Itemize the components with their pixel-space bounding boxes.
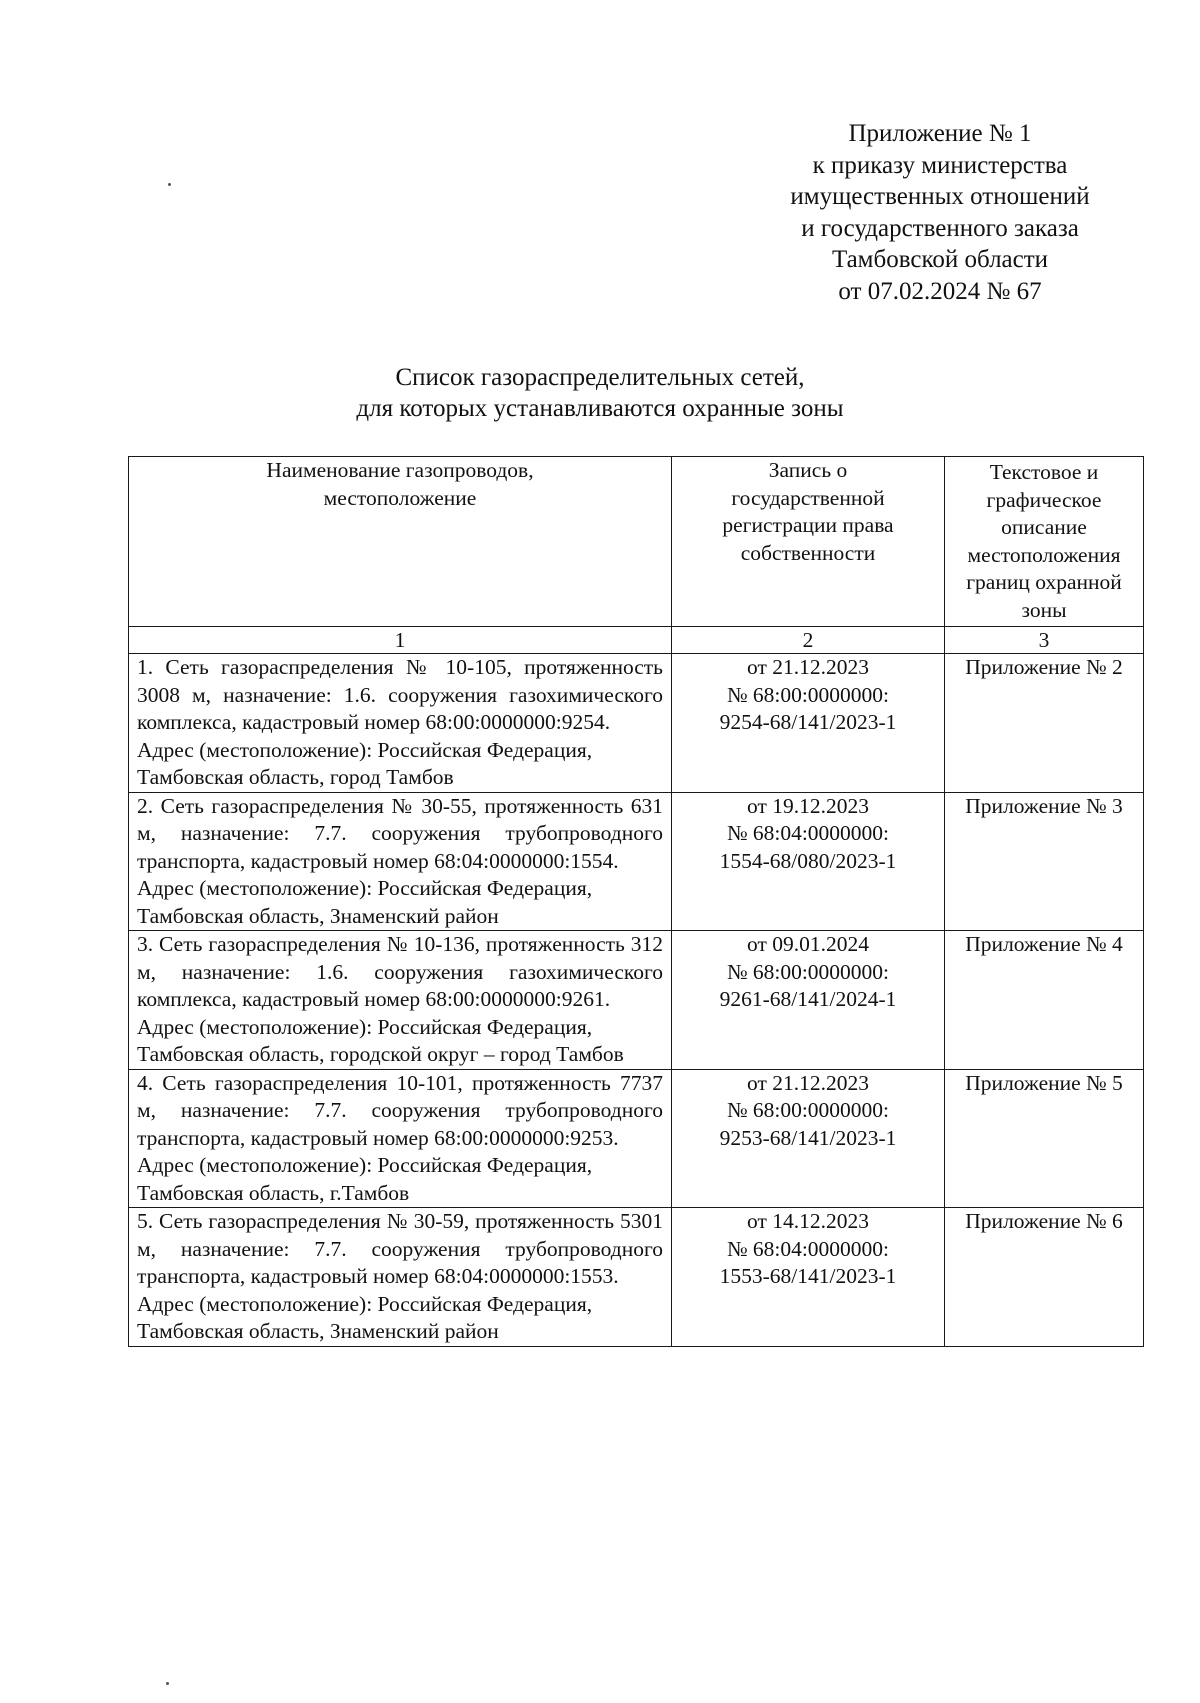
registration-cell [672, 792, 945, 931]
table-row [129, 1069, 1144, 1208]
registration-number: № 68:00:0000000: [726, 959, 890, 984]
registration-date: от 09.01.2024 [747, 932, 869, 956]
registration-number: № 68:00:0000000: [726, 682, 890, 707]
network-description: 4. Сеть газораспределения 10-101, протяженность 7737 м, назначение: 7.7. сооружения трубопроводного транспорта, кадастровый номер 68:00:0000000:9253. [137, 1070, 663, 1150]
network-description-cell [129, 1069, 672, 1208]
column-number: 1 [129, 627, 672, 654]
network-description: 5. Сеть газораспределения № 30-59, протяженность 5301 м, назначение: 7.7. сооружения трубопроводного транспорта, кадастровый номер 68:04:0000000:1553. [137, 1209, 663, 1288]
registration-number: № 68:04:0000000: [726, 1236, 890, 1261]
annex-line: и государственного заказа [801, 214, 1079, 242]
registration-date: от 21.12.2023 [747, 1070, 869, 1095]
network-description: 2. Сеть газораспределения № 30-55, протяженность 631 м, назначение: 7.7. сооружения трубопроводного транспорта, кадастровый номер 68:04:0000000:1554. [137, 793, 663, 873]
column-number-row [129, 627, 1144, 654]
annex-reference: Приложение № 2 [945, 654, 1144, 793]
network-address: Адрес (местоположение): Российская Федерация, Тамбовская область, городской округ – город Тамбов [137, 1014, 624, 1066]
column-number: 3 [945, 627, 1144, 654]
registration-date: от 19.12.2023 [747, 793, 869, 818]
scan-speck [166, 1682, 169, 1685]
column-number: 2 [672, 627, 945, 654]
network-address: Адрес (местоположение): Российская Федерация, Тамбовская область, Знаменский район [137, 1291, 593, 1343]
registration-suffix: 9253-68/141/2023-1 [719, 1125, 897, 1150]
scan-speck [168, 183, 171, 186]
registration-suffix: 1553-68/141/2023-1 [719, 1264, 897, 1288]
table-row [129, 1208, 1144, 1347]
header-boundary-description: Текстовое и графическое описание местоположения границ охранной зоны [945, 457, 1144, 627]
registration-suffix: 9254-68/141/2023-1 [719, 710, 897, 734]
registration-number: № 68:00:0000000: [726, 1098, 890, 1122]
annex-line: к приказу министерства [812, 151, 1068, 179]
annex-reference: Приложение № 6 [945, 1208, 1144, 1347]
registration-number: № 68:04:0000000: [726, 821, 890, 845]
title-line-2: для которых устанавливаются охранные зоны [356, 395, 844, 422]
registration-date: от 14.12.2023 [747, 1209, 869, 1233]
annex-reference: Приложение № 5 [945, 1069, 1144, 1208]
network-description: 3. Сеть газораспределения № 10-136, протяженность 312 м, назначение: 1.6. сооружения газохимического комплекса, кадастровый номер 68:00:0000000:9261. [137, 932, 663, 1011]
title-line-1: Список газораспределительных сетей, [395, 364, 805, 391]
annex-line: имущественных отношений [790, 183, 1090, 210]
registration-cell [672, 1208, 945, 1347]
network-address: Адрес (местоположение): Российская Федерация, Тамбовская область, город Тамбов [137, 737, 593, 789]
annex-line: Тамбовской области [831, 246, 1049, 273]
table-row [129, 792, 1144, 931]
registration-date: от 21.12.2023 [747, 655, 869, 679]
annex-line: Приложение № 1 [848, 120, 1032, 147]
table-row [129, 654, 1144, 793]
network-address: Адрес (местоположение): Российская Федерация, Тамбовская область, г.Тамбов [137, 1153, 593, 1205]
annex-reference: Приложение № 3 [945, 792, 1144, 931]
network-description-cell [129, 654, 672, 793]
header-name-location: Наименование газопроводов, местоположение [129, 457, 672, 627]
registration-cell [672, 931, 945, 1070]
header-registration: Запись о государственной регистрации права собственности [672, 457, 945, 627]
network-description-cell [129, 1208, 672, 1347]
gas-network-table [128, 456, 1144, 1347]
annex-line: от 07.02.2024 № 67 [838, 277, 1042, 305]
network-description: 1. Сеть газораспределения № 10-105, протяженность 3008 м, назначение: 1.6. сооружения газохимического комплекса, кадастровый номер 68:00:0000000:9254. [137, 655, 663, 734]
registration-cell [672, 654, 945, 793]
network-description-cell [129, 931, 672, 1070]
registration-suffix: 9261-68/141/2024-1 [719, 987, 897, 1011]
annex-header [760, 118, 1120, 307]
table-header-row [129, 457, 1144, 627]
annex-reference: Приложение № 4 [945, 931, 1144, 1070]
table-row [129, 931, 1144, 1070]
network-address: Адрес (местоположение): Российская Федерация, Тамбовская область, Знаменский район [137, 876, 593, 928]
document-title [300, 362, 900, 424]
registration-cell [672, 1069, 945, 1208]
network-description-cell [129, 792, 672, 931]
registration-suffix: 1554-68/080/2023-1 [719, 848, 897, 873]
